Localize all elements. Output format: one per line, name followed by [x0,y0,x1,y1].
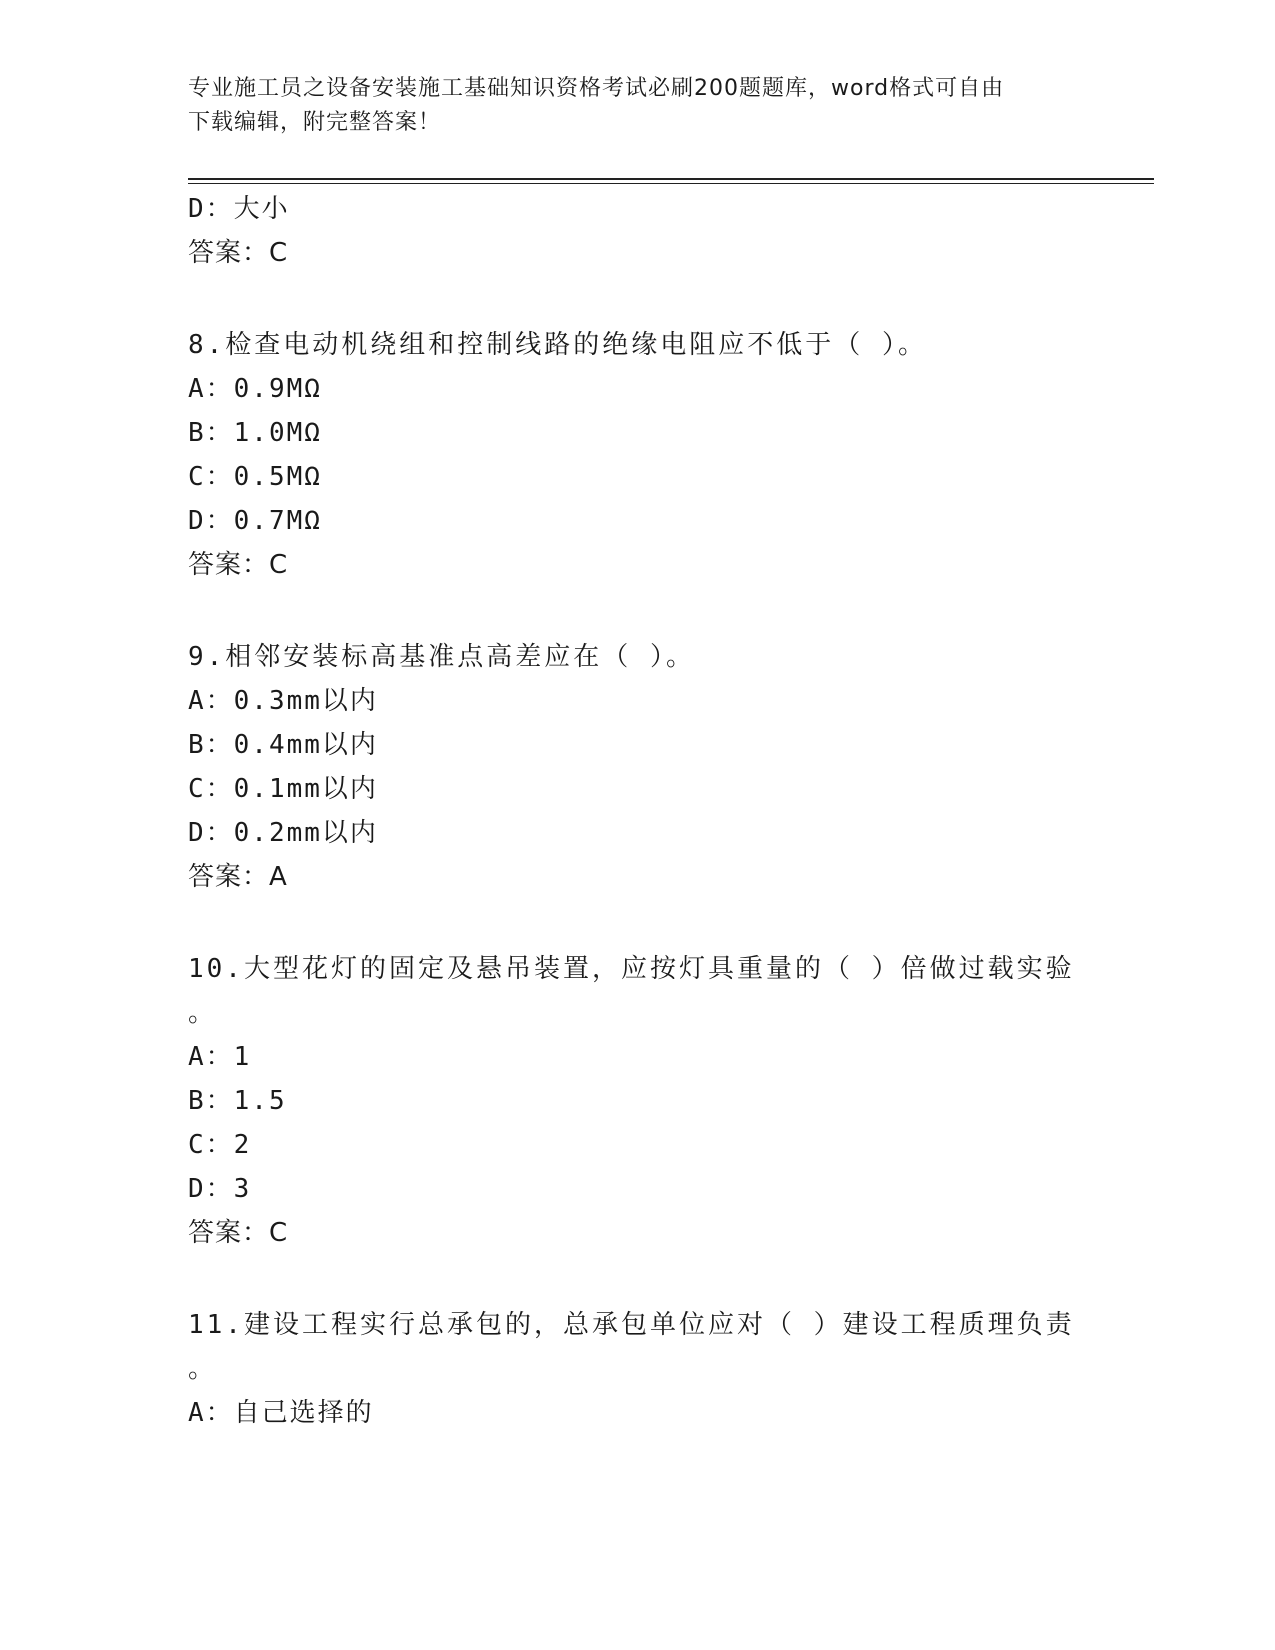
q9-answer: 答案：A [188,862,288,892]
q8-option-c: C：0.5MΩ [188,462,322,492]
q10-option-d: D：3 [188,1174,252,1204]
q11-stem-line-1: 11.建设工程实行总承包的，总承包单位应对（ ）建设工程质理负责 [188,1310,1075,1340]
q11-option-a: A：自己选择的 [188,1398,374,1428]
header-rule-thin [188,183,1154,184]
q10-stem-line-1: 10.大型花灯的固定及悬吊装置，应按灯具重量的（ ）倍做过载实验 [188,954,1075,984]
q8-option-d: D：0.7MΩ [188,506,322,536]
q7-answer: 答案：C [188,238,289,268]
q9-option-b: B：0.4mm以内 [188,730,378,760]
q8-answer: 答案：C [188,550,289,580]
q9-stem: 9.相邻安装标高基准点高差应在（ ）。 [188,642,695,672]
q7-option-d: D：大小 [188,194,290,224]
header-line-1: 专业施工员之设备安装施工基础知识资格考试必刷200题题库，word格式可自由 [188,76,1005,101]
q9-option-d: D：0.2mm以内 [188,818,378,848]
document-header [188,72,1088,140]
q9-option-a: A：0.3mm以内 [188,686,378,716]
q11-stem-line-2: 。 [188,1354,217,1384]
q8-option-a: A：0.9MΩ [188,374,322,404]
q8-option-b: B：1.0MΩ [188,418,322,448]
header-line-2: 下载编辑，附完整答案！ [188,110,442,135]
q9-option-c: C：0.1mm以内 [188,774,378,804]
q10-option-b: B：1.5 [188,1086,287,1116]
header-rule-thick [188,178,1154,180]
q10-option-a: A：1 [188,1042,252,1072]
q10-option-c: C：2 [188,1130,252,1160]
q8-stem: 8.检查电动机绕组和控制线路的绝缘电阻应不低于（ ）。 [188,330,927,360]
q10-answer: 答案：C [188,1218,289,1248]
q10-stem-line-2: 。 [188,998,217,1028]
